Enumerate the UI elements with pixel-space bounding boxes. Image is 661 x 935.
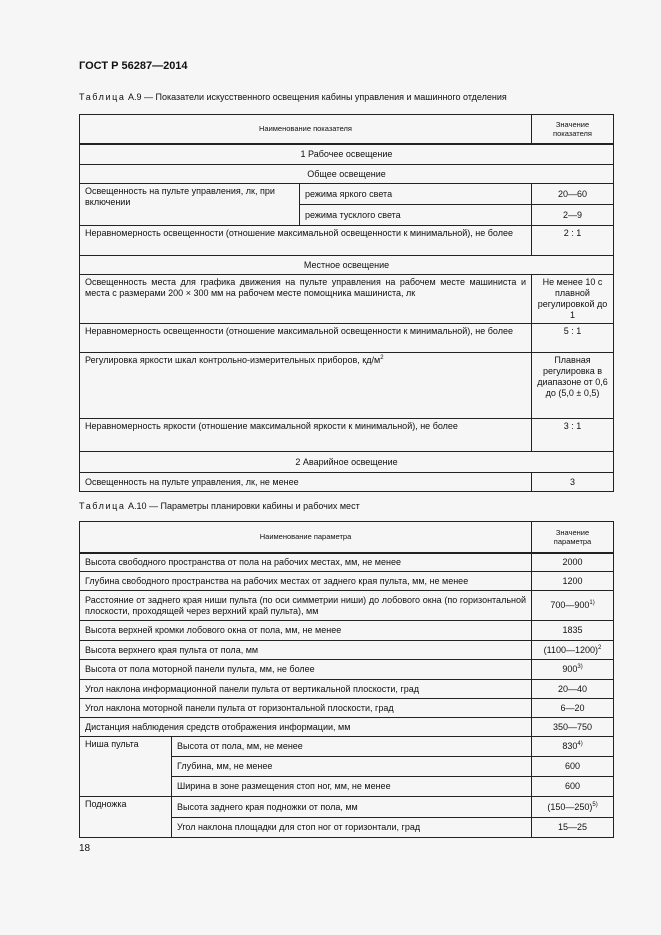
- table-a10: [79, 521, 614, 838]
- table-a10-caption: Таблица А.10 — Параметры планировки кабины и рабочих мест: [79, 501, 360, 511]
- row-sublabel: режима яркого света: [300, 184, 532, 205]
- table-row: [80, 621, 614, 641]
- row-value: 600: [532, 777, 614, 797]
- section-heading: 2 Аварийное освещение: [80, 452, 614, 473]
- row-label: Освещенность места для графика движения на пульте управления на рабочем месте машиниста и места с размерами 200 × 300 мм на рабочем месте помощника машиниста, лк: [80, 275, 532, 324]
- row-label: Освещенность на пульте управления, лк, не менее: [80, 473, 532, 492]
- subsection-heading: Общее освещение: [80, 165, 614, 184]
- table-a9: [79, 114, 614, 492]
- group-label: Подножка: [80, 797, 172, 838]
- table-a9-caption: Таблица А.9 — Показатели искусственного освещения кабины управления и машинного отделения: [79, 92, 507, 102]
- table-row: [80, 641, 614, 660]
- row-label: Угол наклона площадки для стоп ног от горизонтали, град: [172, 818, 532, 838]
- table-row: [80, 737, 614, 757]
- row-label: Дистанция наблюдения средств отображения информации, мм: [80, 718, 532, 737]
- row-value: 20—40: [532, 680, 614, 699]
- row-label: Неравномерность освещенности (отношение максимальной освещенности к минимальной), не более: [80, 226, 532, 256]
- page-number: 18: [79, 843, 91, 854]
- row-value: 350—750: [532, 718, 614, 737]
- table-row: [80, 718, 614, 737]
- row-label: Неравномерность яркости (отношение максимальной яркости к минимальной), не более: [80, 419, 532, 452]
- group-label: Ниша пульта: [80, 737, 172, 797]
- row-label: Высота от пола моторной панели пульта, мм, не более: [80, 660, 532, 680]
- table-row: [80, 473, 614, 492]
- row-value: 15—25: [532, 818, 614, 838]
- row-value: 2 : 1: [532, 226, 614, 256]
- row-label: Глубина, мм, не менее: [172, 757, 532, 777]
- table-row: [80, 572, 614, 591]
- table-row: [80, 226, 614, 256]
- row-value: 1835: [532, 621, 614, 641]
- row-value: (150—250)$^{5)}$: [532, 797, 614, 818]
- row-value: 600: [532, 757, 614, 777]
- row-label: Высота заднего края подножки от пола, мм: [172, 797, 532, 818]
- row-label: Высота верхней кромки лобового окна от пола, мм, не менее: [80, 621, 532, 641]
- row-value: 20—60: [532, 184, 614, 205]
- row-value: 3: [532, 473, 614, 492]
- row-value: 5 : 1: [532, 324, 614, 353]
- table-header-row: [80, 522, 614, 553]
- row-value: 700—900$^{1)}$: [532, 591, 614, 621]
- table-row: [80, 680, 614, 699]
- table-row: [80, 353, 614, 419]
- table-row: [80, 699, 614, 718]
- table-header-row: [80, 115, 614, 144]
- table-row: [80, 591, 614, 621]
- row-label: Глубина свободного пространства на рабочих местах от заднего края пульта, мм, не менее: [80, 572, 532, 591]
- column-header-value: Значение показателя: [532, 115, 614, 144]
- column-header-name: Наименование параметра: [80, 522, 532, 553]
- row-label: Регулировка яркости шкал контрольно-измерительных приборов, $кд/м^2$: [80, 353, 532, 419]
- table-row: [80, 553, 614, 572]
- row-value: 900$^{3)}$: [532, 660, 614, 680]
- row-label: Угол наклона моторной панели пульта от горизонтальной плоскости, град: [80, 699, 532, 718]
- row-label: Высота от пола, мм, не менее: [172, 737, 532, 757]
- table-row: [80, 184, 614, 205]
- row-value: (1100—1200)$^2$: [532, 641, 614, 660]
- column-header-name: Наименование показателя: [80, 115, 532, 144]
- table-row: [80, 419, 614, 452]
- subsection-heading: Местное освещение: [80, 256, 614, 275]
- row-label: Высота верхнего края пульта от пола, мм: [80, 641, 532, 660]
- row-label: Угол наклона информационной панели пульта от вертикальной плоскости, град: [80, 680, 532, 699]
- row-label: Ширина в зоне размещения стоп ног, мм, не менее: [172, 777, 532, 797]
- row-value: 6—20: [532, 699, 614, 718]
- row-value: 2—9: [532, 205, 614, 226]
- row-value: 830$^{4)}$: [532, 737, 614, 757]
- row-value: 3 : 1: [532, 419, 614, 452]
- standard-header: ГОСТ Р 56287—2014: [79, 60, 188, 72]
- table-row: [80, 797, 614, 818]
- row-value: Не менее 10 с плавной регулировкой до 1: [532, 275, 614, 324]
- column-header-value: Значение параметра: [532, 522, 614, 553]
- row-label: Неравномерность освещенности (отношение максимальной освещенности к минимальной), не более: [80, 324, 532, 353]
- row-label: Освещенность на пульте управления, лк, при включении: [80, 184, 300, 226]
- row-label: Высота свободного пространства от пола на рабочих местах, мм, не менее: [80, 553, 532, 572]
- table-row: [80, 660, 614, 680]
- section-heading: 1 Рабочее освещение: [80, 144, 614, 165]
- row-value: Плавная регулировка в диапазоне от 0,6 до (5,0 ± 0,5): [532, 353, 614, 419]
- table-row: [80, 324, 614, 353]
- table-row: [80, 275, 614, 324]
- row-value: 1200: [532, 572, 614, 591]
- row-label: Расстояние от заднего края ниши пульта (по оси симметрии ниши) до лобового окна (по горизонтальной плоскости, проходящей через верхний край пульта), мм: [80, 591, 532, 621]
- row-sublabel: режима тусклого света: [300, 205, 532, 226]
- row-value: 2000: [532, 553, 614, 572]
